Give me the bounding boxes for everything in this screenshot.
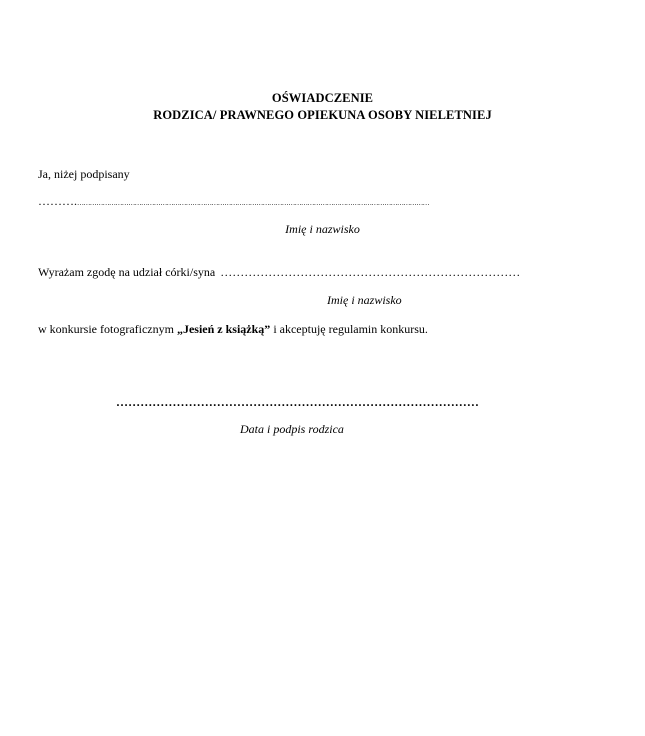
child-name-dots: ………………………………………………………………… [220,265,521,279]
name-caption: Imię i nazwisko [285,222,360,236]
contest-name: „Jesień z książką” [176,322,271,336]
document-subtitle: RODZICA/ PRAWNEGO OPIEKUNA OSOBY NIELETNIEJ [153,108,492,122]
name-line-dots: ………………………………………………………………………………………………………………………………………………… [77,199,430,207]
contest-suffix: i akceptuję regulamin konkursu. [273,322,428,336]
child-name-caption: Imię i nazwisko [327,293,402,307]
name-line-lead-dots: ………. [38,194,77,208]
declarant-intro: Ja, niżej podpisany [38,167,130,181]
contest-line [38,322,428,337]
signature-caption: Data i podpis rodzica [240,422,344,436]
name-line [38,194,520,209]
signature-dots: ……………………………………………………………………………… [116,395,479,409]
consent-text: Wyrażam zgodę na udział córki/syna [38,265,216,279]
contest-prefix: w konkursie fotograficznym [38,322,174,336]
document-title: OŚWIADCZENIE [271,91,374,105]
consent-line [38,265,520,280]
